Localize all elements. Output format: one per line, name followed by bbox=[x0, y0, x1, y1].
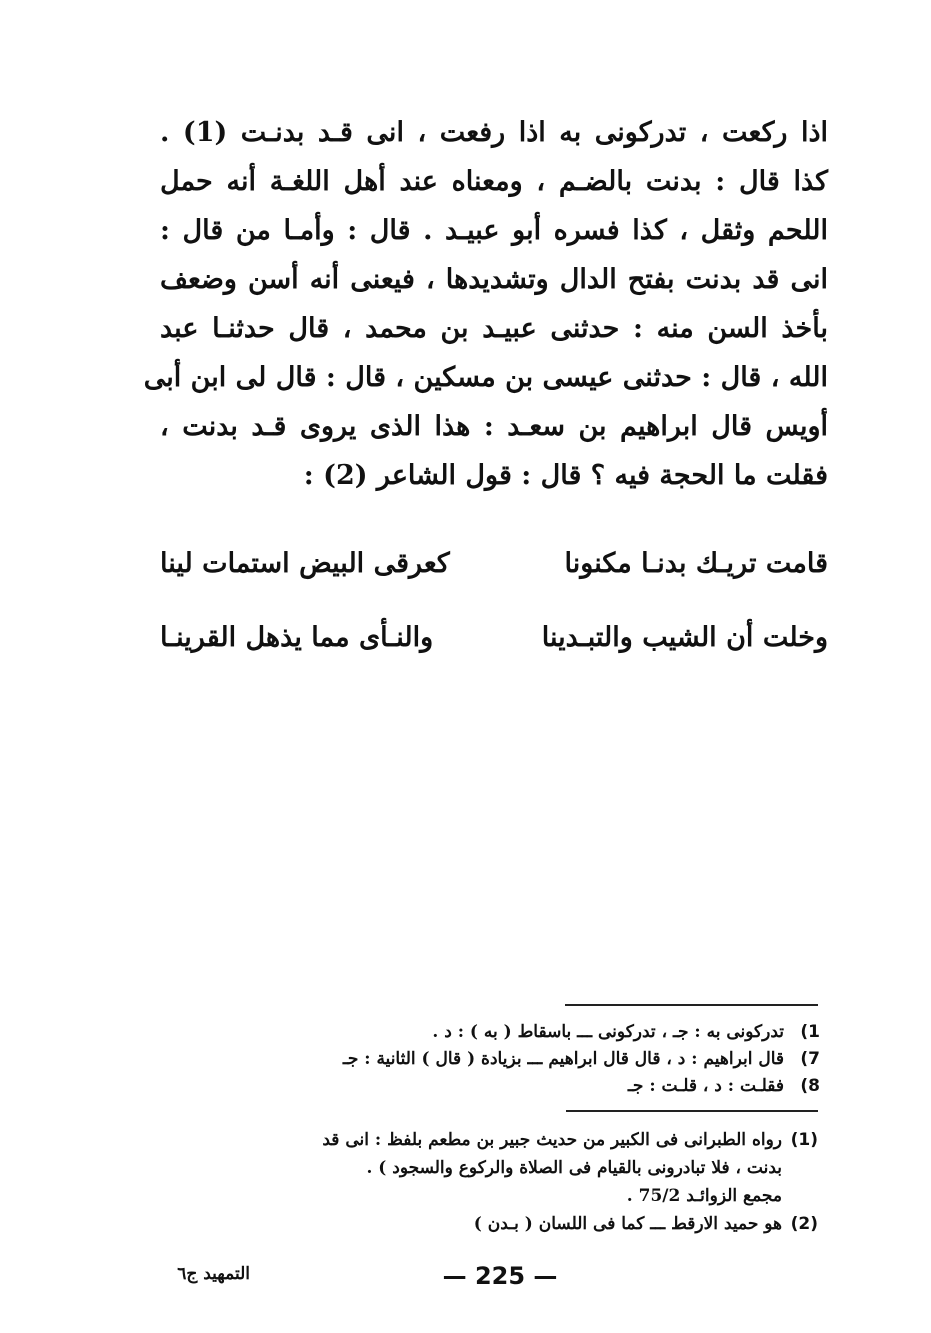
main-line-1: اذا ركعت ، تدركونى به اذا رفعت ، انى قـد بدنـت (1) . bbox=[160, 117, 828, 148]
verse-1-second-hemistich: كعرقى البيض استمات لينا bbox=[160, 547, 450, 579]
manuscript-variants bbox=[170, 1018, 820, 1099]
poem-verses bbox=[160, 526, 828, 674]
verse-1 bbox=[160, 526, 828, 600]
footnote-line: مجمع الزوائـد 75/2 . bbox=[626, 1186, 782, 1206]
variants-separator bbox=[565, 1004, 818, 1006]
footnotes bbox=[160, 1126, 818, 1238]
footnote-number: (2) bbox=[790, 1214, 818, 1234]
variant-number: 8) bbox=[800, 1075, 820, 1096]
running-title: التمهيد ج٦ bbox=[177, 1264, 250, 1284]
verse-2 bbox=[160, 600, 828, 674]
variant-text: تدركونى به : جـ ، تدركونى ـــ باسقاط ( به ) : د . bbox=[432, 1021, 784, 1042]
footnote-number: (1) bbox=[790, 1130, 818, 1150]
variant-text: قال ابراهيم : د ، قال قال ابراهيم ـــ بزيادة ( قال ) الثانية : جـ bbox=[342, 1048, 784, 1069]
verse-2-second-hemistich: والنـأى مما يذهل القرينـا bbox=[160, 621, 434, 653]
main-line-4: انى قد بدنت بفتح الدال وتشديدها ، فيعنى أنه أسن وضعف bbox=[160, 264, 828, 295]
footnote-body bbox=[160, 1126, 782, 1210]
verse-2-first-hemistich: وخلت أن الشيب والتبـدينا bbox=[541, 621, 828, 653]
footnote-1 bbox=[160, 1126, 818, 1210]
main-line-6: الله ، قال : حدثنى عيسى بن مسكين ، قال : قال لى ابن أبى bbox=[143, 362, 828, 393]
variant-number: 1) bbox=[800, 1021, 820, 1042]
variant-note bbox=[170, 1045, 820, 1072]
main-text-block bbox=[143, 108, 828, 500]
main-line-3: اللحم وثقل ، كذا فسره أبو عبيـد . قال : وأمـا من قال : bbox=[160, 215, 828, 246]
main-line-8: فقلت ما الحجة فيه ؟ قال : قول الشاعر (2) : bbox=[303, 460, 828, 491]
variant-text: فقلـت : د ، قلـت : جـ bbox=[627, 1075, 784, 1096]
verse-1-first-hemistich: قامت تريـك بدنـا مكنونا bbox=[564, 547, 828, 579]
variant-number: 7) bbox=[800, 1048, 820, 1069]
footnote-line: رواه الطبرانى فى الكبير من حديث جبير بن مطعم بلفظ : انى قد bbox=[322, 1130, 782, 1150]
footnote-line: بدنت ، فلا تبادرونى بالقيام فى الصلاة والركوع والسجود ) . bbox=[366, 1158, 782, 1178]
variant-note bbox=[170, 1072, 820, 1099]
page-number: — 225 — bbox=[442, 1262, 558, 1290]
footnote-body bbox=[160, 1210, 782, 1238]
main-line-7: أويس قال ابراهيم بن سعـد : هذا الذى يروى قـد بدنت ، bbox=[160, 411, 828, 442]
main-line-5: بأخذ السن منه : حدثنى عبيـد بن محمد ، قال حدثنـا عبد bbox=[160, 313, 828, 344]
footnote-2 bbox=[160, 1210, 818, 1238]
footnotes-separator bbox=[566, 1110, 818, 1112]
variant-note bbox=[170, 1018, 820, 1045]
main-line-2: كذا قال : بدنت بالضـم ، ومعناه عند أهل اللغـة أنه حمل bbox=[160, 166, 828, 197]
footnote-line: هو حميد الارقط ـــ كما فى اللسان ( بـدن ) bbox=[473, 1214, 782, 1234]
